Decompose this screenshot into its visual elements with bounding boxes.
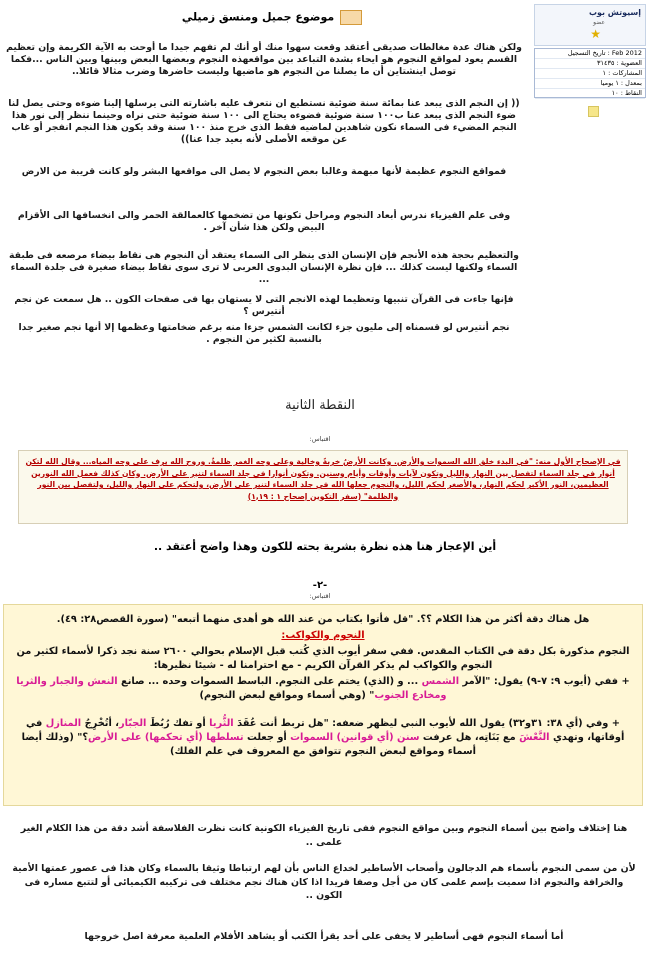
quote-text: في الإصحاح الأول منه: "في البدء خلق الله السموات والأرض. وكانت الأرضُ خربةً وخالية وعلى وجه الغمر ظلمةٌ. وروح الله يرف على وجه المياه... وقال الله لتكن أنوار في جلد السماء لتفصل بين النهار والليل وتكون لآيات وأوقات وأيام وسنين. وتكون أنوارا في جلد السماء لتنير على الأرض. وكان كذلك فعمل الله النورين العظيمين، النور الأكبر لحكم النهار، والأصغر لحكم الليل، والنجوم جعلها الله في جلد السماء لتنير على الأرض، ولتحكم على النهار والليل، ولتفصل بين النور والظلمة" (سفر التكوين إصحاح ١ : ١,١٩) bbox=[25, 457, 621, 501]
star-name: الثُّريا bbox=[209, 718, 234, 729]
post-section-1 bbox=[0, 0, 649, 368]
quote-label: اقتباس: bbox=[309, 592, 331, 600]
info-row: المشاركات : ١ bbox=[535, 69, 645, 79]
text: + وفي (أي ٣٨: ٣١و٣٢) يقول الله لأيوب النبي ليظهر ضعفه: "هل تربط أنت عُقَدَ bbox=[233, 718, 621, 729]
section-number: -٢- bbox=[312, 580, 328, 591]
paragraph: وفى علم الفيزياء ندرس أبعاد النجوم ومراحل تكونها من تضخمها كالعمالقة الحمر والى انخسافها الى الأقزام البيض ولكن هذا شأن آخر . bbox=[17, 210, 511, 233]
info-row: العضوية : ٣١٤٣٥ bbox=[535, 59, 645, 69]
post-title bbox=[152, 10, 392, 25]
paragraph: فمواقع النجوم عظيمة لأنها مبهمة وغالبا بعض النجوم لا يصل الى مواقعها البشر ولو كانت قريبة من الارض bbox=[21, 166, 507, 177]
info-row: بمعدل : ١ يوميا bbox=[535, 79, 645, 89]
paragraph: (( إن النجم الذى يبعد عنا بمائة سنة ضوئية نستطيع ان نتعرف عليه باشارته التى يرسلها إلينا ضوءه وحتى يصل لنا ضوء النجم الذى يبعد عنا ب١٠٠ سنة ضوئية فضوءه يحتاج الى ١٠٠ سنة ضوئية حتى نراه وحينما ننظر إلى نور هذا النجم المضيء فى السماء نكون شاهدين لماضيه فقط الذى خرج منذ ١٠٠ سنة وقد يكون هذا النجم انفجر أو غاب عن موقعه الأصلى لأنه بعيد جدا عنا)) bbox=[8, 98, 520, 145]
quote-line: هل هناك دقة أكثر من هذا الكلام ؟؟. "قل فأتوا بكتاب من عند الله هو أهدى منهما أتبعه" (سورة القصص٢٨: ٤٩). bbox=[56, 614, 590, 625]
quote-label: اقتباس: bbox=[309, 435, 331, 443]
smiley-box bbox=[340, 10, 362, 25]
star-name: المنازل bbox=[45, 718, 82, 729]
star-icon: ★ bbox=[590, 27, 601, 41]
quote-line: النجوم مذكورة بكل دقة في الكتاب المقدس. ففي سفر أيوب الذي كُتب قبل الإسلام بحوالي ٢٦٠٠ سنة نجد ذكرا لأسماء لكثير من النجوم والكواكب لم يذكر القرآن الكريم - مع احترامنا له - شيئا نظيرها: bbox=[16, 646, 630, 671]
post-section-2 bbox=[0, 368, 649, 578]
star-name: النَّعْشَ bbox=[519, 732, 550, 743]
quote-heading: النجوم والكواكب: bbox=[281, 630, 365, 641]
paragraph: أما أسماء النجوم فهى أساطير لا يخفى على أحد يقرأ الكتب أو يشاهد الأفلام العلمية معرفة اصل خروجها bbox=[84, 931, 564, 942]
user-card[interactable] bbox=[534, 4, 646, 46]
text: في أوقاتها، وتهدي bbox=[25, 718, 625, 743]
text: أو جعلت bbox=[243, 732, 291, 743]
text: ؟" (وذلك أيضا أسماء ومواقع لبعض النجوم تتوافق مع المعروف في علم الفلك) bbox=[21, 732, 476, 757]
text: ، أتُخْرِجُ bbox=[81, 718, 119, 729]
post-section-3 bbox=[0, 578, 649, 956]
text: أو تفك رُبُطَ bbox=[146, 718, 210, 729]
paragraph: فإنها جاءت فى القرآن تنبيها وتعظيما لهذه الانجم التى لا يستهان بها فى صفحات الكون .. هل سمعت عن نجم أنتيرس ؟ bbox=[14, 294, 514, 317]
paragraph: أين الإعجاز هنا هذه نظرة بشرية بحته للكون وهذا واضح أعتقد .. bbox=[153, 540, 497, 553]
section-heading: النقطة الثانية bbox=[285, 398, 355, 413]
quote-line bbox=[10, 675, 636, 703]
quote-box bbox=[18, 450, 628, 524]
paragraph: لأن من سمى النجوم بأسماء هم الدجالون وأصحاب الأساطير لخداع الناس بأن لهم ارتباطا وثيقا بالسماء وكان هذا فى عصور عمتها الأمية والخرافة والنجوم اذا سميت بإسم علمى كان من أجل وصفا فريدا اذا كان هناك نجم مختلف فى تركيبه الكيميائى أو لتتبع مساره فى الكون .. bbox=[12, 863, 636, 901]
info-row: النقاط : ١٠ bbox=[535, 89, 645, 99]
user-title: عضو bbox=[593, 19, 605, 26]
user-info-table bbox=[534, 48, 646, 98]
status-icon bbox=[588, 106, 599, 117]
info-row: Feb 2012 : تاريخ التسجيل bbox=[535, 49, 645, 59]
star-name: الشمس bbox=[421, 676, 460, 687]
text: ... و (الذي) يختم على النجوم. الباسط السموات وحده ... صانع bbox=[117, 676, 422, 687]
star-name: النعش والجبار والثريا ومخادع الجنوب bbox=[16, 676, 447, 701]
star-name: سنن (أي قوانين) السموات bbox=[290, 732, 420, 743]
username[interactable]: إسيوتش بوب bbox=[588, 8, 641, 17]
paragraph: والتعظيم بحجة هذه الأنجم فإن الإنسان الذى ينظر الى السماء يعتقد أن النجوم هى نقاط بيضاء مرصعه فى طبقة السماء ولكنها ليست كذلك ... فإن نظرة الإنسان البدوى العربى لا ترى سوى نقاط بيضاء صغيرة فى جلدة السماء ... bbox=[9, 250, 519, 285]
text: + ففي (أيوب ٩: ٧-٩) يقول: "الآمر bbox=[459, 676, 630, 687]
star-name: الجبّار bbox=[118, 718, 147, 729]
text: مع بَنَاتِه، هل عرفت bbox=[419, 732, 520, 743]
post-body bbox=[2, 4, 524, 364]
paragraph: ولكن هناك عدة مغالطات صديقى أعتقد وقعت سهوا منك أو أنك لم تفهم جيدا ما أوحت به الآية الكريمة وإن تعظيم القسم يعود لمواقع النجوم هو ايحاء بشدة التباعد بين مواقعهذه النجوم وبعضها البعض وبينها وبين الناس ...فكما توصل اينشتاين أن ما يصلنا من النجوم هو ماضيها وليست حاضرها وضرب مثالا قائلا.. bbox=[6, 42, 522, 77]
quote-box bbox=[3, 604, 643, 806]
post-title-text: موضوع جميل ومنسق زميلي bbox=[181, 10, 335, 24]
paragraph: هنا إختلاف واضح بين أسماء النجوم وبين مواقع النجوم ففى تاريخ الفيزياء الكونية كانت نظرت الفلاسفة أشد دقة من هذا الكلام الغير علمى .. bbox=[20, 823, 628, 848]
user-sidebar bbox=[530, 2, 646, 366]
star-name: تسلطها (أي تحكمها) على الأرض bbox=[88, 732, 244, 743]
quote-line bbox=[10, 717, 636, 759]
text: " (وهي أسماء ومواقع لبعض النجوم) bbox=[199, 690, 375, 701]
paragraph: نجم أنتيرس لو قسمناه إلى مليون جزء لكانت الشمس جزءا منه برغم ضخامتها وعظمها إلا أنها نجم صغير جدا بالنسبة لكثير من النجوم . bbox=[18, 322, 510, 345]
